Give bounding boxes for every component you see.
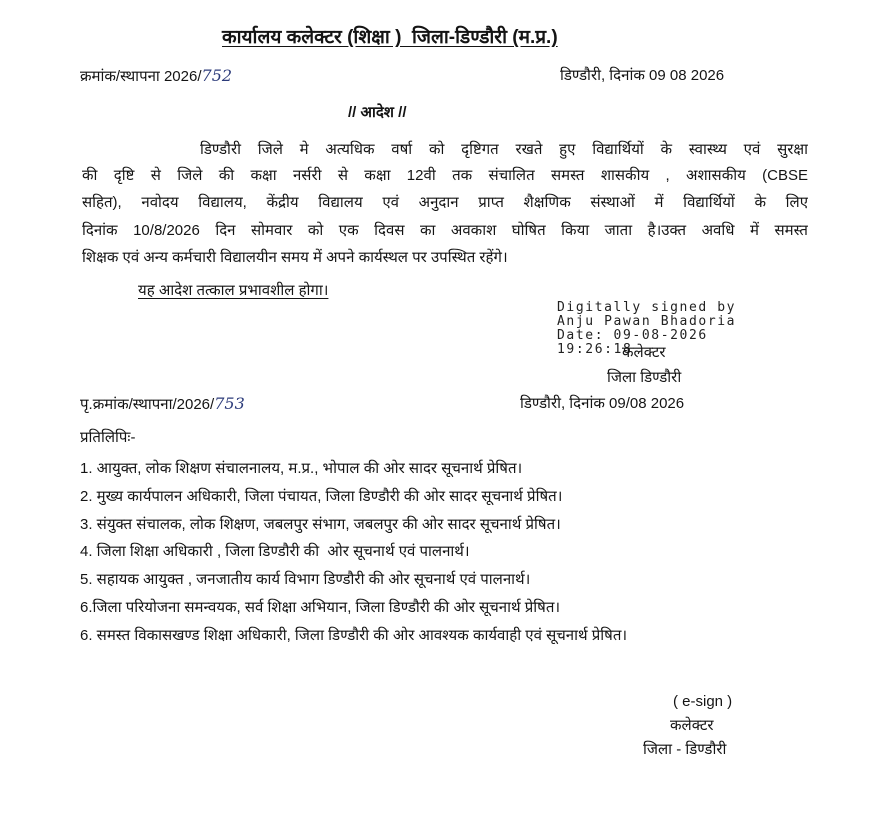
order-effect-line: यह आदेश तत्काल प्रभावशील होगा। [138,282,329,299]
order-reference-prefix: क्रमांक/स्थापना 2026/ [80,68,202,85]
copy-heading: प्रतिलिपिः- [80,429,136,446]
digital-signature-line: Date: 09-08-2026 [557,328,708,343]
digital-signature-line: Digitally signed by [557,300,737,315]
order-reference-number [80,66,232,87]
footer-designation: कलेक्टर [670,717,714,734]
office-header-title: कार्यालय कलेक्टर (शिक्षा ) जिला-डिण्डौरी (म.प्र.) [222,27,558,48]
copy-list-item: 6. समस्त विकासखण्ड शिक्षा अधिकारी, जिला डिण्डौरी की ओर आवश्यक कार्यवाही एवं सूचनार्थ प्रेषित। [80,627,628,644]
copy-list-item: 4. जिला शिक्षा अधिकारी , जिला डिण्डौरी की ओर सूचनार्थ एवं पालनार्थ। [80,543,470,560]
order-body-line: शिक्षक एवं अन्य कर्मचारी विद्यालयीन समय में अपने कार्यस्थल पर उपस्थित रहेंगे। [82,249,508,266]
order-body-line: डिण्डौरी जिले मे अत्यधिक वर्षा को दृष्टिगत रखते हुए विद्यार्थियों के स्वास्थ्य एवं सुरक्षा [200,141,808,158]
esign-label: ( e-sign ) [673,693,733,710]
copy-list-item: 3. संयुक्त संचालक, लोक शिक्षण, जबलपुर संभाग, जबलपुर की ओर सादर सूचनार्थ प्रेषित। [80,516,561,533]
copy-list-item: 1. आयुक्त, लोक शिक्षण संचालनालय, म.प्र., भोपाल की ओर सादर सूचनार्थ प्रेषित। [80,460,523,477]
order-body-line: दिनांक 10/8/2026 दिन सोमवार को एक दिवस का अवकाश घोषित किया जाता है।उक्त अवधि में समस्त [82,222,808,239]
signatory-designation: कलेक्टर [622,344,666,361]
order-body-line: सहित), नवोदय विद्यालय, केंद्रीय विद्यालय एवं अनुदान प्राप्त शैक्षणिक संस्थाओं में विद्यार्थियों के लिए [82,194,808,211]
footer-district: जिला - डिण्डौरी [643,741,727,758]
endorsement-number [80,394,245,415]
copy-list-item: 5. सहायक आयुक्त , जनजातीय कार्य विभाग डिण्डौरी की ओर सूचनार्थ एवं पालनार्थ। [80,571,531,588]
handwritten-order-number: 752 [201,66,233,85]
handwritten-endorsement-number: 753 [214,394,245,413]
order-heading: // आदेश // [348,104,407,121]
order-body-line: की दृष्टि से जिले की कक्षा नर्सरी से कक्षा 12वी तक संचालित समस्त शासकीय , अशासकीय (CBSE [82,167,808,184]
endorsement-place-date: डिण्डौरी, दिनांक 09/08 2026 [520,395,685,412]
signatory-district: जिला डिण्डौरी [607,369,682,386]
copy-list-item: 6.जिला परियोजना समन्वयक, सर्व शिक्षा अभियान, जिला डिण्डौरी की ओर सूचनार्थ प्रेषित। [80,599,561,616]
order-place-date: डिण्डौरी, दिनांक 09 08 2026 [560,67,725,84]
digital-signature-line: 19:26:18 [557,342,633,357]
copy-list-item: 2. मुख्य कार्यपालन अधिकारी, जिला पंचायत, जिला डिण्डौरी की ओर सादर सूचनार्थ प्रेषित। [80,488,563,505]
endorsement-number-prefix: पृ.क्रमांक/स्थापना/2026/ [80,396,215,413]
digital-signature-line: Anju Pawan Bhadoria [557,314,737,329]
